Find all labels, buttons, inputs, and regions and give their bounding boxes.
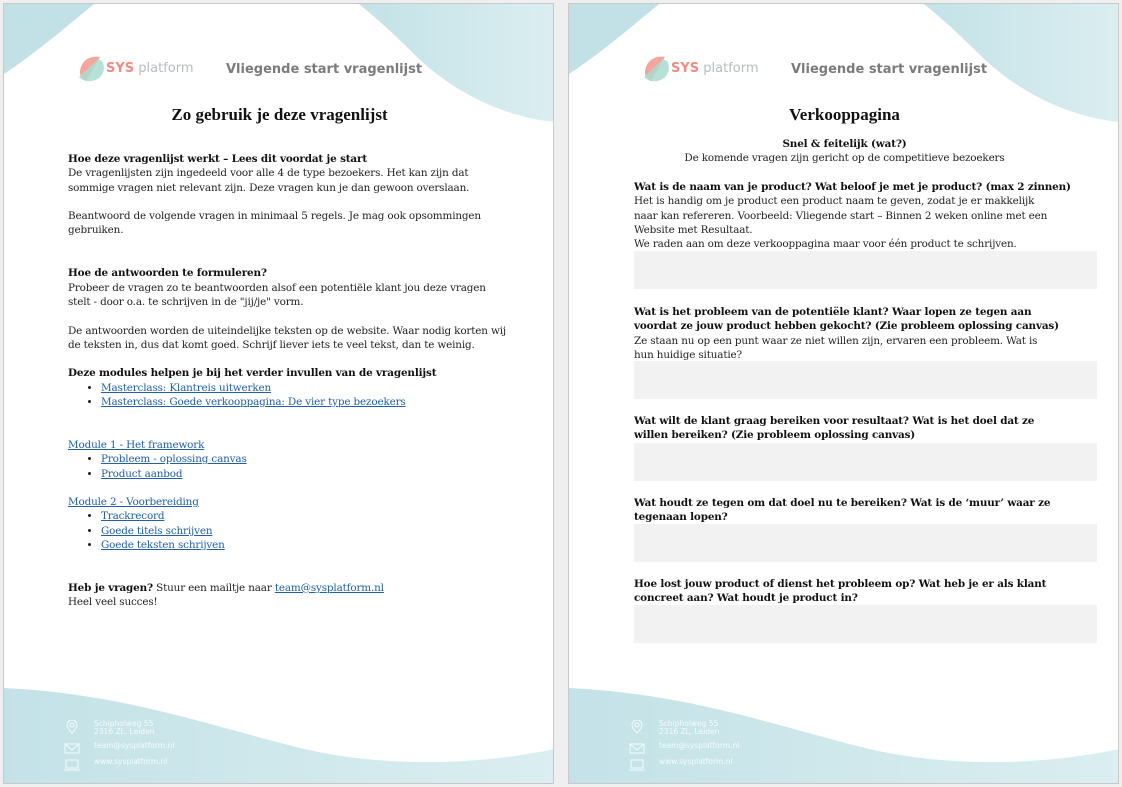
logo-sys: SYS	[671, 61, 700, 76]
footer-email-text: team@sysplatform.nl	[94, 741, 175, 750]
address-line-1: Schipholweg 55	[659, 719, 719, 728]
page-left	[3, 3, 554, 784]
document-header-title: Vliegende start vragenlijst	[226, 62, 423, 77]
question-text: Hoe lost jouw product of dienst het probleem op? Wat heb je er als klant concreet aan? Wat houdt je product in?	[634, 578, 1047, 605]
link-masterclass-klantreis[interactable]: Masterclass: Klantreis uitwerken	[101, 381, 272, 394]
footer-email-text: team@sysplatform.nl	[659, 741, 740, 750]
address-line-2: 2316 ZL, Leiden	[659, 727, 720, 736]
page-title: Verkooppagina	[789, 105, 900, 124]
envelope-icon	[64, 742, 80, 756]
section-heading-modules: Deze modules helpen je bij het verder invullen van de vragenlijst	[68, 367, 437, 380]
address-line-1: Schipholweg 55	[94, 719, 154, 728]
list-item	[101, 509, 508, 523]
answer-field-3[interactable]	[634, 443, 1097, 481]
question-4	[634, 496, 1059, 525]
questions-text: Stuur een mailtje naar	[152, 581, 275, 594]
section-heading-how-it-works: Hoe deze vragenlijst werkt – Lees dit voordat je start	[68, 153, 367, 165]
question-text: Wat wilt de klant graag bereiken voor resultaat? Wat is het doel dat ze willen bereiken? (Zie probleem oplossing canvas)	[634, 415, 1035, 442]
logo-mark-icon	[76, 53, 108, 85]
link-goede-teksten[interactable]: Goede teksten schrijven	[101, 539, 225, 552]
instructions-content	[68, 152, 508, 610]
masterclass-list	[68, 381, 508, 410]
answer-field-4[interactable]	[634, 524, 1097, 562]
laptop-icon	[64, 758, 80, 772]
question-help: We raden aan om deze verkooppagina maar voor één product te schrijven.	[634, 238, 1017, 251]
sys-platform-logo	[641, 53, 759, 85]
page-title: Zo gebruik je deze vragenlijst	[171, 105, 388, 124]
list-item	[101, 381, 508, 395]
questions-line	[68, 581, 508, 595]
link-trackrecord[interactable]: Trackrecord	[101, 510, 165, 523]
section-intro	[569, 137, 1119, 166]
section-intro-text: De komende vragen zijn gericht op de competitieve bezoekers	[684, 152, 1005, 165]
question-5	[634, 577, 1059, 606]
module-2-list	[68, 509, 508, 552]
question-help: Ze staan nu op een punt waar ze niet willen zijn, ervaren een probleem. Wat is hun huidige situatie?	[634, 334, 1038, 361]
paragraph: Probeer de vragen zo te beantwoorden alsof een potentiële klant jou deze vragen stelt - door o.a. te schrijven in de "jij/je" vorm.	[68, 281, 486, 308]
closing-text: Heel veel succes!	[68, 596, 158, 609]
question-text: Wat is de naam van je product? Wat beloof je met je product? (max 2 zinnen)	[634, 181, 1071, 193]
sys-platform-logo	[76, 53, 194, 85]
question-help: Het is handig om je product een product naam te geven, zodat je er makkelijk naar kan refereren. Voorbeeld: Vliegende start – Binnen 2 weken online met een Website met Resultaat.	[634, 195, 1048, 236]
envelope-icon	[629, 742, 645, 756]
link-goede-titels[interactable]: Goede titels schrijven	[101, 524, 213, 537]
page-right	[568, 3, 1119, 784]
list-item	[101, 452, 508, 466]
question-text: Wat houdt ze tegen om dat doel nu te bereiken? Wat is de ‘muur’ waar ze tegenaan lopen?	[634, 497, 1051, 524]
link-probleem-oplossing-canvas[interactable]: Probleem - oplossing canvas	[101, 453, 247, 466]
logo-platform: platform	[138, 61, 194, 76]
link-module-2[interactable]: Module 2 - Voorbereiding	[68, 496, 199, 509]
logo-mark-icon	[641, 53, 673, 85]
footer-website-text: www.sysplatform.nl	[659, 757, 733, 766]
list-item	[101, 467, 508, 481]
laptop-icon	[629, 758, 645, 772]
questions-bold: Heb je vragen?	[68, 581, 153, 594]
section-heading-formulating: Hoe de antwoorden te formuleren?	[68, 267, 267, 280]
answer-field-2[interactable]	[634, 361, 1097, 399]
footer-website-text: www.sysplatform.nl	[94, 757, 168, 766]
location-pin-icon	[64, 720, 80, 734]
document-header-title: Vliegende start vragenlijst	[791, 62, 988, 77]
list-item	[101, 524, 508, 538]
paragraph: De vragenlijsten zijn ingedeeld voor alle 4 de type bezoekers. Het kan zijn dat sommige vragen niet relevant zijn. Deze vragen kun je dan gewoon overslaan.	[68, 167, 470, 194]
link-masterclass-verkooppagina[interactable]: Masterclass: Goede verkooppagina: De vier type bezoekers	[101, 396, 406, 409]
list-item	[101, 395, 508, 409]
question-1	[634, 180, 1071, 251]
question-3	[634, 414, 1059, 443]
question-text: Wat is het probleem van de potentiële klant? Waar lopen ze tegen aan voordat ze jouw product hebben gekocht? (Zie probleem oplossing canvas)	[634, 306, 1059, 333]
logo-sys: SYS	[106, 61, 135, 76]
answer-field-5[interactable]	[634, 605, 1097, 643]
module-1-list	[68, 452, 508, 481]
question-2	[634, 305, 1059, 362]
section-subtitle: Snel & feitelijk (wat?)	[782, 138, 907, 150]
list-item	[101, 538, 508, 552]
answer-field-1[interactable]	[634, 251, 1097, 289]
address-line-2: 2316 ZL, Leiden	[94, 727, 155, 736]
email-link[interactable]: team@sysplatform.nl	[274, 581, 384, 594]
paragraph: Beantwoord de volgende vragen in minimaal 5 regels. Je mag ook opsommingen gebruiken.	[68, 210, 481, 237]
location-pin-icon	[629, 720, 645, 734]
link-module-1[interactable]: Module 1 - Het framework	[68, 438, 205, 451]
link-product-aanbod[interactable]: Product aanbod	[101, 467, 183, 480]
paragraph: De antwoorden worden de uiteindelijke teksten op de website. Waar nodig korten wij de teksten in, dus dat komt goed. Schrijf liever iets te veel tekst, dan te weinig.	[68, 324, 506, 351]
logo-platform: platform	[703, 61, 759, 76]
